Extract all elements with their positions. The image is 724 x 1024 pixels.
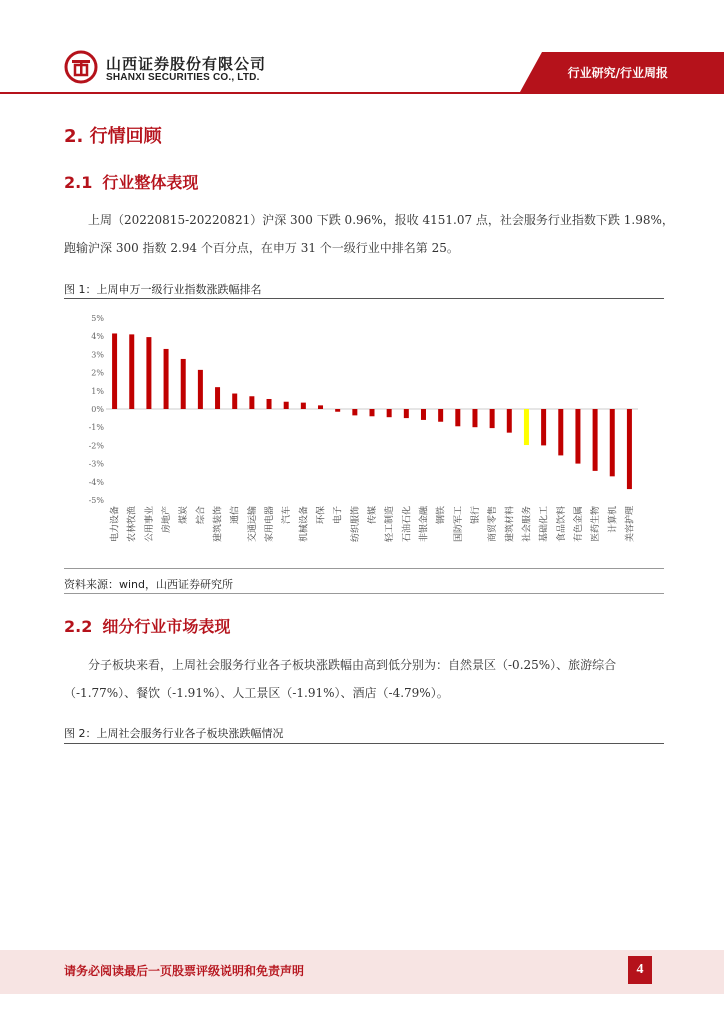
x-tick-label: 公用事业: [144, 506, 155, 543]
y-tick-label: 2%: [91, 368, 104, 378]
bar-有色金属: [575, 409, 580, 464]
x-tick-label: 电子: [333, 506, 344, 525]
x-tick-label: 商贸零售: [488, 506, 499, 543]
x-tick-label: 交通运输: [247, 506, 258, 543]
bar-机械设备: [301, 403, 306, 409]
y-tick-label: -2%: [88, 441, 104, 451]
x-tick-label: 电力设备: [110, 506, 121, 543]
report-type-label: 行业研究/行业周报: [567, 66, 668, 80]
bar-家用电器: [267, 399, 272, 409]
x-tick-label: 钢铁: [436, 506, 447, 525]
bar-电子: [335, 409, 340, 412]
x-tick-label: 有色金属: [573, 506, 584, 543]
bar-环保: [318, 405, 323, 409]
x-tick-label: 基础化工: [539, 506, 550, 543]
company-logo-icon: [64, 50, 98, 84]
bar-轻工制造: [387, 409, 392, 417]
figure-2-top-rule: [64, 743, 664, 744]
y-tick-label: -4%: [88, 477, 104, 487]
bar-食品饮料: [558, 409, 563, 455]
x-tick-label: 食品饮料: [556, 505, 567, 543]
company-name-cn: 山西证券股份有限公司: [106, 55, 267, 73]
bar-商贸零售: [490, 409, 495, 428]
x-tick-label: 综合: [196, 506, 207, 525]
x-tick-label: 轻工制造: [385, 506, 396, 543]
bar-国防军工: [455, 409, 460, 426]
source-rule: [64, 593, 664, 594]
industry-returns-bar-chart: [70, 308, 650, 563]
x-tick-label: 医药生物: [591, 506, 602, 543]
x-tick-label: 纺织服饰: [350, 506, 361, 543]
section-heading: 2. 行情回顾: [64, 126, 162, 147]
bar-房地产: [164, 349, 169, 409]
subsection-number: 2.2: [64, 617, 93, 636]
x-tick-label: 传媒: [368, 506, 378, 525]
figure-2-caption: 图 2：上周社会服务行业各子板块涨跌幅情况: [64, 727, 284, 740]
x-tick-label: 环保: [316, 506, 327, 525]
y-tick-label: -1%: [88, 423, 104, 433]
x-tick-label: 社会服务: [522, 506, 533, 543]
bar-社会服务: [524, 409, 529, 445]
y-tick-label: 0%: [91, 405, 104, 414]
x-tick-label: 家用电器: [265, 506, 276, 543]
paragraph-segment-performance: [64, 651, 664, 707]
page-header: [0, 0, 724, 100]
bar-纺织服饰: [352, 409, 357, 415]
x-tick-label: 计算机: [608, 506, 619, 534]
figure-bottom-rule: [64, 568, 664, 569]
x-tick-label: 建筑装饰: [213, 506, 224, 543]
x-tick-label: 石油石化: [402, 506, 413, 543]
subsection-heading-2-1: [64, 170, 198, 193]
bar-非银金融: [421, 409, 426, 420]
x-tick-label: 银行: [470, 506, 481, 525]
y-tick-label: 5%: [91, 314, 104, 323]
page-number: 4: [628, 956, 652, 984]
y-tick-label: -3%: [88, 459, 104, 469]
figure-1-caption: 图 1：上周申万一级行业指数涨跌幅排名: [64, 283, 262, 296]
x-tick-label: 非银金融: [419, 506, 430, 543]
company-name-en: SHANXI SECURITIES CO., LTD.: [106, 72, 260, 83]
bar-银行: [472, 409, 477, 427]
bar-传媒: [370, 409, 375, 416]
footer-disclaimer: 请务必阅读最后一页股票评级说明和免责声明: [64, 964, 305, 978]
x-tick-label: 机械设备: [299, 506, 310, 543]
paragraph-line: 跑输沪深 300 指数 2.94 个百分点，在申万 31 个一级行业中排名第 25。: [64, 241, 459, 255]
paragraph-overall-performance: [64, 206, 674, 262]
bar-电力设备: [112, 333, 117, 409]
bar-农林牧渔: [129, 334, 134, 409]
subsection-title: 行业整体表现: [102, 173, 199, 192]
x-tick-label: 汽车: [282, 506, 293, 525]
bar-煤炭: [181, 359, 186, 409]
figure-top-rule: [64, 298, 664, 299]
bar-公用事业: [146, 337, 151, 409]
y-tick-label: 1%: [91, 386, 104, 396]
bar-通信: [232, 394, 237, 409]
subsection-heading-2-2: [64, 614, 230, 637]
bar-美容护理: [627, 409, 632, 489]
y-tick-label: 4%: [91, 332, 104, 342]
subsection-title: 细分行业市场表现: [102, 617, 231, 636]
subsection-number: 2.1: [64, 173, 93, 192]
x-tick-label: 建筑材料: [505, 506, 516, 543]
bar-综合: [198, 370, 203, 409]
paragraph-line: （-1.77%）、餐饮（-1.91%）、人工景区（-1.91%）、酒店（-4.79%）。: [64, 686, 449, 700]
figure-1-source: 资料来源：wind，山西证券研究所: [64, 578, 234, 591]
bar-医药生物: [593, 409, 598, 471]
bar-交通运输: [249, 396, 254, 409]
y-tick-label: 3%: [91, 350, 104, 360]
bar-建筑材料: [507, 409, 512, 433]
bar-计算机: [610, 409, 615, 476]
x-tick-label: 通信: [230, 506, 241, 525]
bar-汽车: [284, 402, 289, 409]
x-tick-label: 国防军工: [453, 506, 464, 543]
x-tick-label: 煤炭: [179, 506, 190, 525]
paragraph-line: 上周（20220815-20220821）沪深 300 下跌 0.96%，报收 4151.07 点，社会服务行业指数下跌 1.98%，: [88, 213, 674, 227]
header-divider: [0, 92, 724, 94]
bar-建筑装饰: [215, 387, 220, 409]
bar-基础化工: [541, 409, 546, 445]
bar-石油石化: [404, 409, 409, 418]
x-tick-label: 美容护理: [625, 506, 636, 543]
paragraph-line: 分子板块来看，上周社会服务行业各子板块涨跌幅由高到低分别为：自然景区（-0.25%）、旅游综合: [88, 658, 617, 672]
x-tick-label: 房地产: [162, 506, 173, 534]
bar-钢铁: [438, 409, 443, 422]
y-tick-label: -5%: [88, 496, 104, 505]
x-tick-label: 农林牧渔: [127, 506, 138, 543]
